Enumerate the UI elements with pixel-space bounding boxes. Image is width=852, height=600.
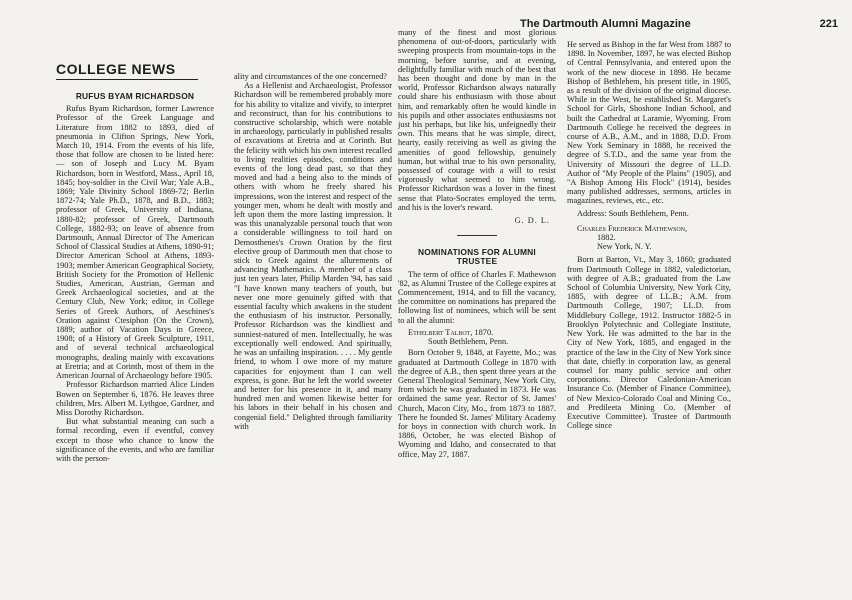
- nominee-address: New York, N. Y.: [597, 242, 652, 252]
- divider: [457, 235, 497, 236]
- column-1: [56, 92, 214, 463]
- paragraph: Born October 9, 1848, at Fayette, Mo.; was graduated at Dartmouth College in 1870 with the degree of A.B., then spent three years at the General Theological Seminary, New York City, from which he was graduated in 1873. He was ordained the same year. Rector of St. James' Church, Macon City, Mo., from 1873 to 1887. There he founded St. James' Military Academy for boys in connection with church work. In 1886, October, he was elected Bishop of Wyoming and Idaho, and consecrated to that office, May 27, 1887.: [398, 348, 556, 459]
- paragraph: As a Hellenist and Archaeologist, Professor Richardson will be remembered probably more for his ability to vitalize and vivify, to interpret and reconstruct, than for his contributions to constructive scholarship, which were notable in archaeology, particularly in published results of excavations at Eretria and at Corinth. But the felicity with which his own interest recalled to living realities episodes, conditions and events of the long dead past, so that they moved and had a being also to the minds of others with whom he freely shared his impressions, won the interest and respect of the younger men, whom he dealt with mostly and left upon them the more lasting impression. It was this unanalyzable personal touch that won a considerable willingness to toil hard on Demosthenes's Crown Oration by the first elective group of Dartmouth men that chose to stick to Greek against the allurements of advancing Mathematics. A member of a class just ten years later, Philip Marden '94, has said "I have known many teachers of youth, but never one more genuinely gifted with that essential faculty which awakens in the student the enthusiasm of his instructor. Personally, Professor Richardson was the kindliest and sunniest-natured of men. Intellectually, he was exceptionally well endowed. And spiritually, he was an unfailing inspiration. . . . . My gentle friend, to whom I owe more of my mature capacities for enjoyment than I can well express, is gone. But he left the world sweeter and better for his presence in it, and many hundred men and women likewise better for his labors in their behalf in his chosen and congenial field." Delighted through familiarity with: [234, 81, 392, 431]
- magazine-title: The Dartmouth Alumni Magazine: [520, 18, 691, 30]
- paragraph: The term of office of Charles F. Mathewson '82, as Alumni Trustee of the College expires at Commencement, 1914, and to fill the vacancy, the committee on nominations has prepared the following list of nominees, which will be sent to all the alumni:: [398, 269, 556, 325]
- obituary-heading: RUFUS BYAM RICHARDSON: [75, 91, 195, 101]
- column-2: [234, 72, 392, 431]
- page-number: 221: [819, 18, 838, 30]
- column-3: [398, 28, 556, 459]
- nominee-year: 1882.: [597, 233, 616, 243]
- section-title: COLLEGE NEWS: [56, 61, 176, 77]
- nominee-address: South Bethlehem, Penn.: [428, 337, 509, 347]
- address-line: Address: South Bethlehem, Penn.: [577, 208, 689, 218]
- author-signature: G. D. L.: [514, 216, 550, 226]
- nominee-name: Charles Frederick Mathewson,: [577, 223, 688, 233]
- nominee-name: Ethelbert Talbot, 1870.: [408, 327, 494, 337]
- nominations-heading: NOMINATIONS FOR ALUMNI TRUSTEE: [418, 247, 536, 267]
- column-4: [567, 40, 731, 430]
- paragraph: Born at Barton, Vt., May 3, 1860; graduated from Dartmouth College in 1882, valedictorian, with degree of A.B.; graduated from the Law School of Columbia University, New York City, 1885, with degree of LL.B.; A.M. from Dartmouth College, 1907; LL.D. from Middlebury College, 1912. Instructor 1882-5 in Brooklyn Polytechnic and Collegiate Institute, New York. He was admitted to the bar in the City of New York, 1885, and engaged in the practice of the law in the City of New York since that date, chiefly in corporation law, as general counsel for many public service and other corporations. Director Caledonian-American Insurance Co. (Member of Finance Committee), of New Mexico-Colorado Coal and Mining Co., and Predileeta Mining Co. (Member of Executive Committee). Trustee of Dartmouth College since: [567, 255, 731, 431]
- paragraph: But what substantial meaning can such a formal recording, even if eventful, convey except to those who chance to know the significance of the events, and who are familiar with the person-: [56, 417, 214, 463]
- paragraph: Professor Richardson married Alice Linden Bowen on September 6, 1876. He leaves three children, Mrs. Albert M. Lythgoe, Gardner, and Miss Dorothy Richardson.: [56, 380, 214, 417]
- paragraph: many of the finest and most glorious phenomena of out-of-doors, particularly with sweeping prospects from mountain-tops in the morning, before sunrise, and at evening, delightfully familiar with much of the best that has been thought and done by man in the world, Professor Richardson always naturally could share his enthusiasm with those about him, and remarkably often he would kindle in his pupils and other associates enthusiasms not just his perhaps, but like his, unfeignedly their own. This means that he was simple, direct, hearty, easily receiving as well as giving the amenities of good fellowship, genuinely human, but withal true to his own personality, possessed of courage with a will to resist vigorously what seemed to him wrong. Professor Richardson was a lover in the finest sense that Plato-Socrates employed the term, and his is the lover's reward.: [398, 28, 556, 212]
- paragraph: Rufus Byam Richardson, former Lawrence Professor of the Greek Language and Literature from 1882 to 1893, died of pneumonia in Clifton Springs, New York, March 10, 1914. From the events of his life, those that follow are chosen to be listed here:— son of Joseph and Lucy M. Byam Richardson, born in Westford, Mass., April 18, 1845; boy-soldier in the Civil War; Yale A.B., 1869; Yale Divinity School 1869-72; Berlin 1872-74; Yale Ph.D., 1878, and B.D., 1883; professor of Greek, University of Indiana, 1880-82; professor of Greek, Dartmouth College, 1882-93; on leave of absence from Dartmouth, Annual Director of The American School of Classical Studies at Athens, 1890-91; Director American School at Athens, 1893-1903; member American Geographical Society, British Society for the Promotion of Hellenic Studies, American, Austrian, German and Greek Archaeological societies, and at the Century Club, New York; editor, in College Series of Greek Authors, of Aeschines's Oration against Ctesiphon (On the Crown), 1889; author of Vacation Days in Greece, 1908; of a History of Greek Sculpture, 1911, and of several technical archaeological monographs, dealing mainly with excavations at Eretria; and at Corinth, most of them in the American Journal of Archaeology before 1905.: [56, 104, 214, 381]
- paragraph: He served as Bishop in the far West from 1887 to 1898. In November, 1897, he was elected Bishop of Central Pennsylvania, and entered upon the work of the new diocese in 1898. He became Bishop of Bethlehem, his present title, in 1905, as a result of the division of the original diocese. While in the West, he established St. Margaret's School for Girls, Shoshone Indian School, and built the Cathedral at Laramie, Wyoming. From Dartmouth College he received the degrees in course of A.B., A.M., and in 1888, D.D. From New York Seminary in 1888, he received the degree of S.T.D., and the same year from the University of Missouri the degree of LL.D. Author of "My People of the Plains" (1905), and "A Bishop Among His Flock" (1914), besides many published addresses, sermons, articles in magazines, reviews, etc., etc.: [567, 40, 731, 206]
- paragraph: ality and circumstances of the one concerned?: [234, 72, 387, 81]
- section-rule: [56, 79, 198, 80]
